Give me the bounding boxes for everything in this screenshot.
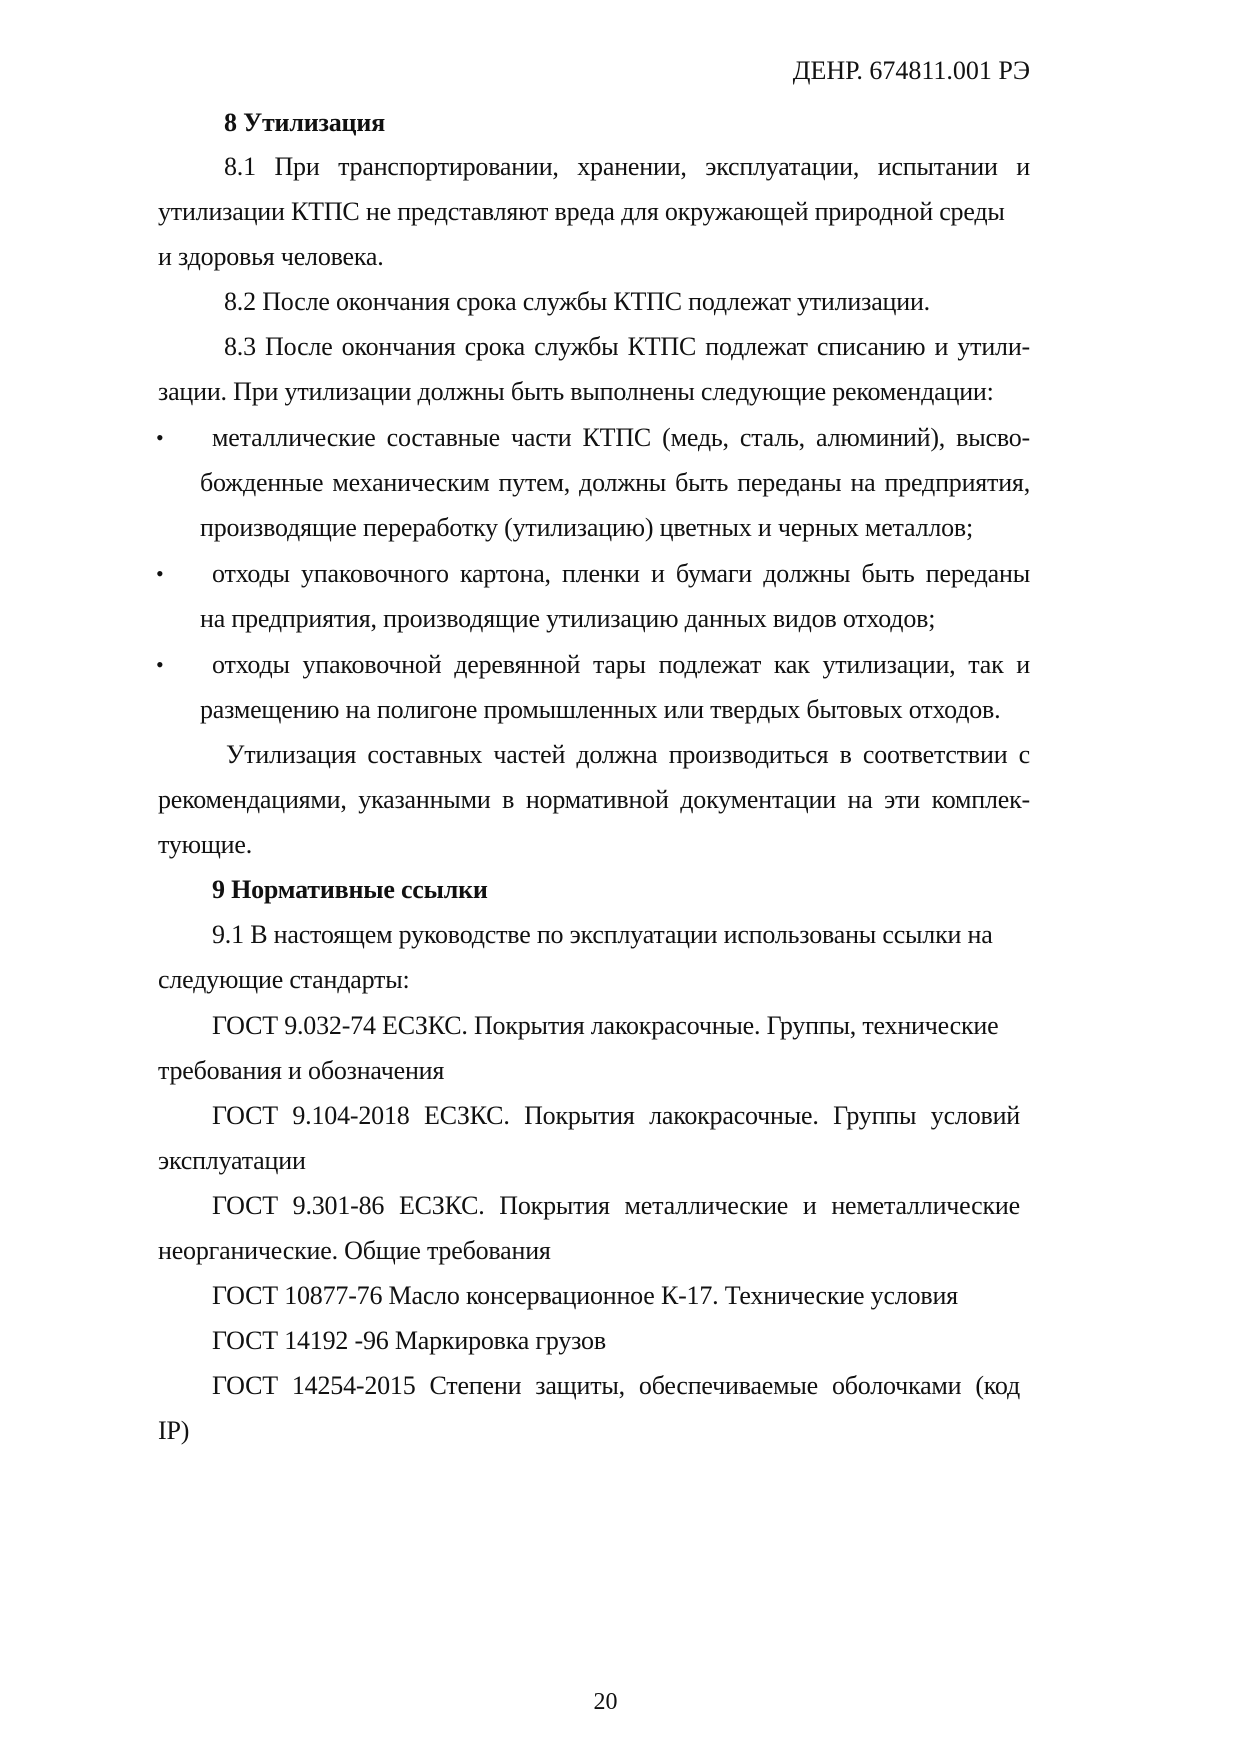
- closing-paragraph-line: Утилизация составных частей должна производиться в соответствии с: [226, 740, 1030, 769]
- standard-reference-line: требования и обозначения: [158, 1056, 445, 1085]
- document-code: ДЕНР. 674811.001 РЭ: [792, 56, 1030, 85]
- bullet-icon: •: [156, 561, 164, 586]
- page-number: 20: [593, 1689, 618, 1715]
- closing-paragraph-line: рекомендациями, указанными в нормативной документации на эти комплек-: [158, 785, 1030, 814]
- bullet-item-line: производящие переработку (утилизацию) цветных и черных металлов;: [200, 513, 974, 542]
- paragraph-8-3-line: 8.3 После окончания срока службы КТПС подлежат списанию и утили-: [224, 332, 1030, 361]
- paragraph-8-1-line: и здоровья человека.: [158, 242, 384, 271]
- standard-reference-line: эксплуатации: [158, 1146, 306, 1175]
- standard-reference-line: ГОСТ 9.032-74 ЕСЗКС. Покрытия лакокрасочные. Группы, технические: [212, 1011, 999, 1040]
- standard-reference-line: ГОСТ 10877-76 Масло консервационное К-17. Технические условия: [212, 1281, 958, 1310]
- closing-paragraph-line: тующие.: [158, 830, 253, 859]
- bullet-item-line: на предприятия, производящие утилизацию данных видов отходов;: [200, 604, 936, 633]
- standard-reference-line: ГОСТ 9.301-86 ЕСЗКС. Покрытия металлические и неметаллические: [212, 1191, 1020, 1220]
- paragraph-8-1-line: утилизации КТПС не представляют вреда для окружающей природной среды: [158, 197, 1005, 226]
- paragraph-8-2: 8.2 После окончания срока службы КТПС подлежат утилизации.: [224, 287, 930, 316]
- bullet-icon: •: [156, 652, 164, 677]
- standard-reference-line: ГОСТ 14254-2015 Степени защиты, обеспечиваемые оболочками (код: [212, 1371, 1020, 1400]
- bullet-item-line: божденные механическим путем, должны быть переданы на предприятия,: [200, 468, 1030, 497]
- paragraph-9-1-line: следующие стандарты:: [158, 965, 410, 994]
- section-9-heading: 9 Нормативные ссылки: [212, 875, 488, 904]
- standard-reference-line: ГОСТ 9.104-2018 ЕСЗКС. Покрытия лакокрасочные. Группы условий: [212, 1101, 1020, 1130]
- paragraph-8-3-line: зации. При утилизации должны быть выполнены следующие рекомендации:: [158, 377, 994, 406]
- section-8-heading: 8 Утилизация: [224, 108, 385, 137]
- bullet-item-line: отходы упаковочной деревянной тары подлежат как утилизации, так и: [212, 650, 1030, 679]
- paragraph-9-1-line: 9.1 В настоящем руководстве по эксплуатации использованы ссылки на: [212, 920, 993, 949]
- bullet-item-line: размещению на полигоне промышленных или твердых бытовых отходов.: [200, 695, 1001, 724]
- paragraph-8-1-line: 8.1 При транспортировании, хранении, эксплуатации, испытании и: [224, 152, 1030, 181]
- bullet-item-line: металлические составные части КТПС (медь, сталь, алюминий), высво-: [212, 423, 1030, 452]
- bullet-icon: •: [156, 425, 164, 450]
- bullet-item-line: отходы упаковочного картона, пленки и бумаги должны быть переданы: [212, 559, 1030, 588]
- standard-reference-line: неорганические. Общие требования: [158, 1236, 551, 1265]
- standard-reference-line: ГОСТ 14192 -96 Маркировка грузов: [212, 1326, 606, 1355]
- standard-reference-line: IP): [158, 1416, 190, 1445]
